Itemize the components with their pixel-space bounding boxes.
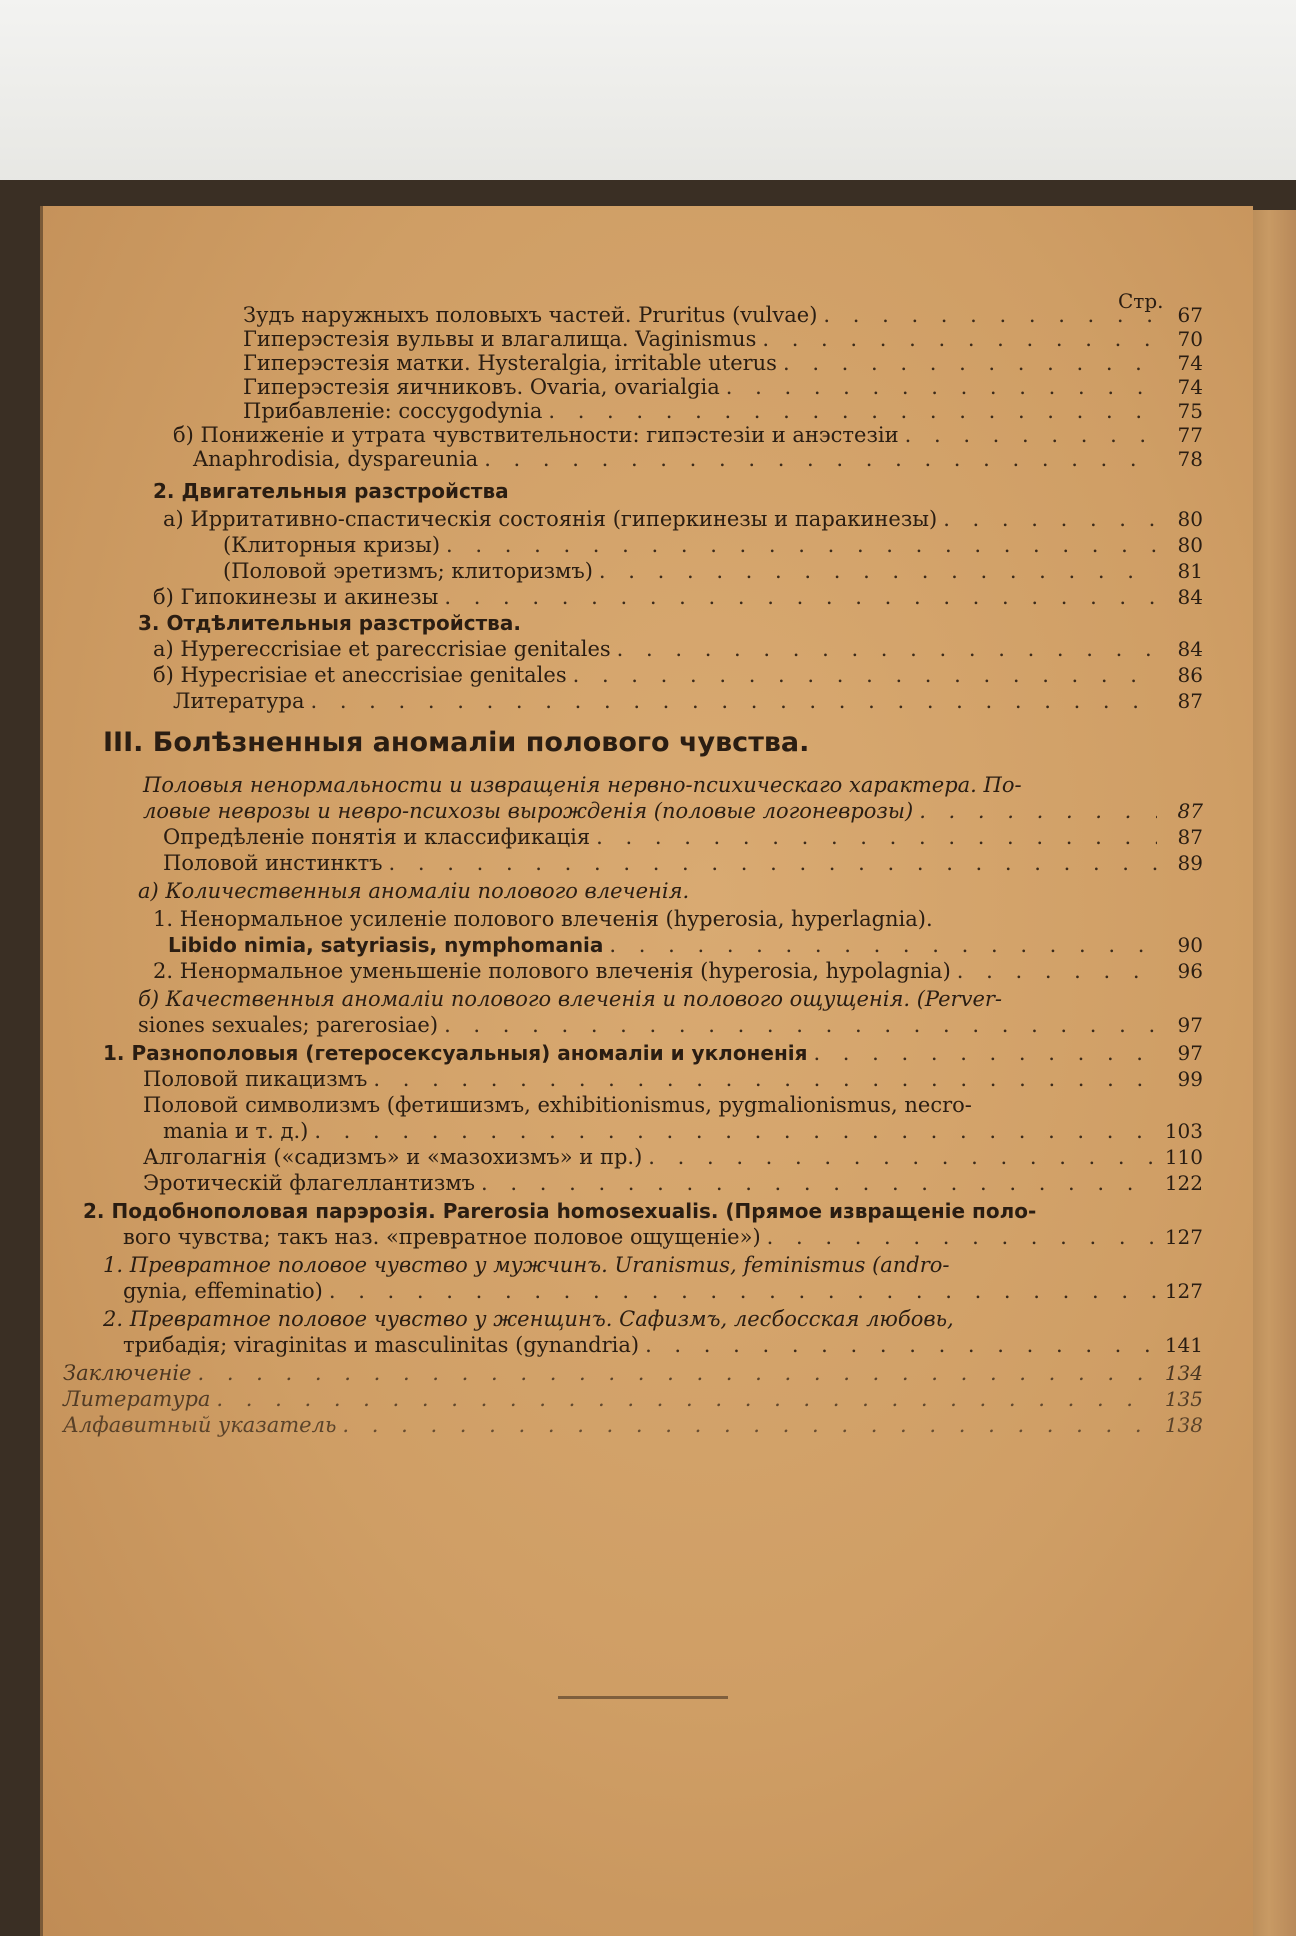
toc-entry-line: 2. Подобнополовая парэрозія. Parerosia homosexualis. (Прямое извращеніе поло- bbox=[83, 1199, 1037, 1223]
toc-entry: а) Ирритативно-спастическія состоянія (гиперкинезы и паракинезы) . . . 80 bbox=[163, 506, 1203, 532]
toc-entry: Эротическій флагеллантизмъ . . . 122 bbox=[143, 1170, 1203, 1196]
toc-entry: Литература . . . 87 bbox=[173, 688, 1203, 714]
toc-entry: Заключеніе . . . 134 bbox=[63, 1360, 1203, 1386]
toc-entry: б) Пониженіе и утрата чувствительности: гипэстезіи и анэстезіи . . . 77 bbox=[173, 422, 1203, 448]
toc-entry: gynia, effeminatio) . . . 127 bbox=[123, 1278, 1203, 1304]
toc-entry: 1. Разнополовыя (гетеросексуальныя) аномаліи и уклоненія . . . 97 bbox=[103, 1040, 1203, 1066]
toc-entry: б) Hypecrisiae et aneccrisiae genitales . . . 86 bbox=[153, 662, 1203, 688]
toc-entry: ловые неврозы и невро-психозы вырожденія (половые логоневрозы) . . . 87 bbox=[143, 798, 1203, 824]
toc-entry: siones sexuales; parerosiae) . . . 97 bbox=[138, 1012, 1203, 1038]
toc-entry: mania и т. д.) . . . 103 bbox=[163, 1118, 1203, 1144]
toc-entry: Литература . . . 135 bbox=[63, 1386, 1203, 1412]
end-rule-divider bbox=[558, 1696, 728, 1699]
toc-entry: Опредѣленіе понятія и классификація . . . 87 bbox=[163, 824, 1203, 850]
toc-subheading: Половыя ненормальности и извращенія нервно-психическаго характера. По- bbox=[143, 773, 1022, 797]
toc-entry: Алфавитный указатель . . . 138 bbox=[63, 1412, 1203, 1438]
page-column-header: Стр. bbox=[1118, 289, 1164, 313]
toc-entry: Половой инстинктъ . . . 89 bbox=[163, 850, 1203, 876]
toc-entry-line: 2. Превратное половое чувство у женщинъ. Сафизмъ, лесбосская любовь, bbox=[103, 1307, 954, 1331]
toc-entry-line: 1. Ненормальное усиленіе полового влеченія (hyperosia, hyperlagnia). bbox=[153, 907, 933, 931]
toc-entry: Libido nimia, satyriasis, nymphomania . . . 90 bbox=[168, 932, 1203, 958]
toc-entry: (Половой эретизмъ; клиторизмъ) . . . 81 bbox=[223, 558, 1203, 584]
toc-entry-line: Половой символизмъ (фетишизмъ, exhibitionismus, pygmalionismus, necro- bbox=[143, 1093, 972, 1117]
toc-entry-line: 1. Превратное половое чувство у мужчинъ. Uranismus, feminismus (andro- bbox=[103, 1253, 950, 1277]
toc-entry: б) Гипокинезы и акинезы . . . 84 bbox=[153, 584, 1203, 610]
toc-entry: Зудъ наружныхъ половыхъ частей. Pruritus (vulvae) . . . 67 bbox=[243, 302, 1203, 328]
toc-subheading: б) Качественныя аномаліи полового влеченія и полового ощущенія. (Perver- bbox=[138, 987, 1003, 1011]
toc-entry: трибадія; viraginitas и masculinitas (gynandria) . . . 141 bbox=[123, 1332, 1203, 1358]
toc-entry: Гиперэстезія яичниковъ. Ovaria, ovarialgia . . . 74 bbox=[243, 374, 1203, 400]
toc-chapter-heading: III. Болѣзненныя аномаліи полового чувства. bbox=[103, 727, 810, 758]
toc-entry: вого чувства; такъ наз. «превратное половое ощущеніе») . . . 127 bbox=[123, 1224, 1203, 1250]
background bbox=[0, 0, 1296, 200]
toc-entry: Прибавленіе: coccygodynia . . . 75 bbox=[243, 398, 1203, 424]
toc-section: 2. Двигательныя разстройства bbox=[153, 479, 509, 503]
table-of-contents bbox=[43, 206, 1253, 1936]
toc-entry: Гиперэстезія матки. Hysteralgia, irritable uterus . . . 74 bbox=[243, 350, 1203, 376]
toc-entry: Гиперэстезія вульвы и влагалища. Vaginismus . . . 70 bbox=[243, 326, 1203, 352]
toc-subheading: а) Количественныя аномаліи полового влеченія. bbox=[138, 879, 690, 903]
book-page bbox=[40, 206, 1253, 1936]
toc-entry: Алголагнія («садизмъ» и «мазохизмъ» и пр.) . . . 110 bbox=[143, 1144, 1203, 1170]
toc-entry: 2. Ненормальное уменьшеніе полового влеченія (hyperosia, hypolagnia) . . . 96 bbox=[153, 958, 1203, 984]
toc-entry: а) Hypereccrisiae et pareccrisiae genitales . . . 84 bbox=[153, 636, 1203, 662]
toc-section: 3. Отдѣлительныя разстройства. bbox=[138, 611, 521, 635]
toc-entry: (Клиторныя кризы) . . . 80 bbox=[223, 532, 1203, 558]
toc-entry: Anaphrodisia, dyspareunia . . . 78 bbox=[193, 446, 1203, 472]
toc-entry: Половой пикацизмъ . . . 99 bbox=[143, 1066, 1203, 1092]
